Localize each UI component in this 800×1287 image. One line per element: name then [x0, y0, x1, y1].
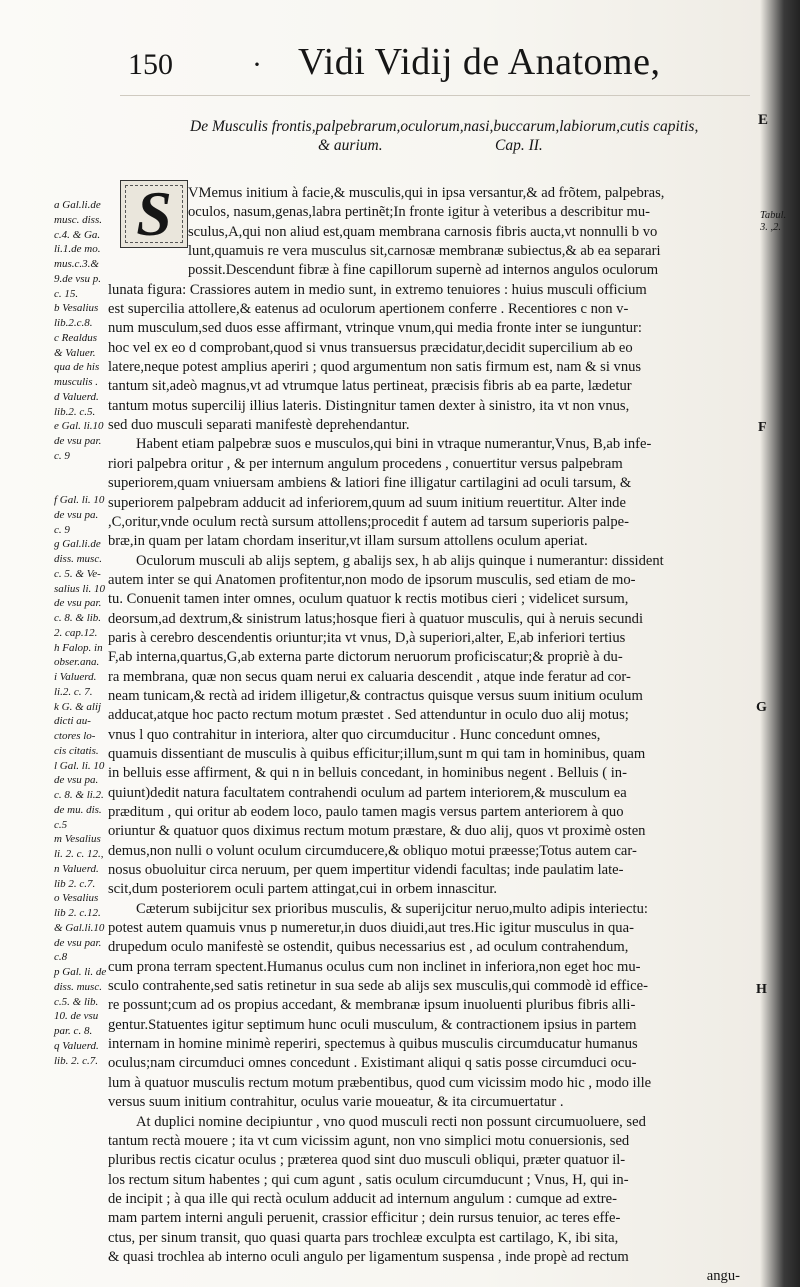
body-text: [108, 178, 760, 1287]
margin-note-line: lib.2. c.5.: [54, 405, 96, 418]
text-line: superiorem,quam vniuersam ambiens & latiori fine illigatur cartilagini ad oculi tarsum, &: [108, 475, 632, 492]
chapter-number: Cap. II.: [495, 137, 543, 154]
margin-note-line: musculis .: [54, 376, 98, 388]
text-line: VMemus initium à facie,& musculis,qui in ipsa versantur,& ad frõtem, palpebras,: [188, 185, 665, 201]
signature-mark: E: [758, 112, 769, 128]
margin-note-line: f Gal. li. 10: [54, 494, 105, 506]
margin-note-line: lib. 2. c.7.: [54, 1054, 98, 1067]
text-line: bræ,in quam per latam chordam inseritur,vt illam sursum attollens oculum aperiat.: [108, 533, 588, 550]
chapter-heading-continued: & aurium.: [318, 137, 383, 154]
right-margin-table-ref: [760, 210, 786, 234]
text-line: oriuntur & quatuor quos diximus rectum motum præstare, & duo alij, quos vt proximè osten: [108, 823, 646, 840]
margin-note-line: c. 9: [54, 449, 70, 462]
text-line: drupedum oculo manifestè se ostendit, quibus necessarius est , ad oculum contrahendum,: [108, 939, 629, 956]
text-line: de incipit ; à qua ille qui rectà oculum adducit ad internum angulum : cumque ad extre-: [108, 1190, 617, 1207]
margin-note-line: diss. musc.: [54, 553, 102, 565]
text-line: sculo contrahente,sed satis retinetur in sua sede ab alijs sex musculis,qui commodè id effice-: [108, 978, 648, 995]
header-rule: [120, 95, 750, 96]
margin-letter-h: H: [756, 982, 767, 997]
text-line: tu. Conuenit tamen inter omnes, oculum quatuor k rectis motibus cieri ; videlicet sursum,: [108, 591, 629, 608]
text-line: possit.Descendunt fibræ à fine capillorum supernè ad internos angulos oculorum: [188, 262, 659, 279]
text-line: pluribus rectis cicatur oculus ; præterea quod sint duo musculi obliqui, præter quatuor il-: [108, 1152, 626, 1169]
margin-note-line: cis citatis.: [54, 744, 99, 757]
header-dot: ·: [252, 48, 262, 81]
margin-note-line: lib 2. c.12.: [54, 907, 101, 919]
text-line: riori palpebra oritur , & per internum angulum procedens , conuertitur versus palpebram: [108, 455, 623, 472]
text-line: quiunt)dedit natura facultatem contrahendi oculum ad partem interiorem,& musculum ea: [108, 784, 627, 801]
text-line: potest autem quamuis vnus p numeretur,in duos diuidi,aut tres.Hic igitur musculus in qua-: [108, 920, 634, 937]
margin-note-line: o Vesalius: [54, 892, 99, 905]
text-line: Habent etiam palpebræ suos e musculos,qui bini in vtraque numerantur,Vnus, B,ab infe-: [136, 436, 652, 453]
text-line: los rectum situm habentes ; qui cum agunt , satis oculum circumducunt ; Vnus, H, qui in-: [108, 1171, 629, 1188]
text-line: tantum sit,adeò magnus,vt ad vtrumque latus pertineat, præcisis fibris ab ea parte, lædetur: [108, 378, 632, 395]
text-line: in belluis esse affirment, & qui n in belluis concedant, in hominibus negent . Belluis ( in-: [108, 765, 627, 782]
margin-note-line: [54, 464, 116, 479]
text-line: tantum rectà mouere ; ita vt cum vicissim agunt, non vno simplici motu conuersionis, sed: [108, 1132, 630, 1149]
margin-note-line: c.8: [54, 951, 68, 964]
text-line: tantum motus supercilij illius lateris. Distingnitur tamen dexter à sinistro, ita vt non vnus,: [108, 397, 630, 414]
margin-note-line: musc. diss.: [54, 213, 102, 226]
margin-note-line: [54, 478, 116, 493]
text-line: ra membrana, quæ non secus quam nerui ex caluaria descendit , atque inde feratur ad cor-: [108, 668, 631, 685]
text-line: lunt,quamuis re vera musculus sit,carnosæ membranæ subiectus,& ab ea separari: [188, 243, 661, 260]
margin-note-line: & Gal.li.10: [54, 921, 105, 934]
margin-note-line: de vsu par.: [54, 936, 102, 949]
text-line: lunata figura: Crassiores autem in medio sunt, in extremo tenuiores : huius musculi officium: [108, 281, 647, 298]
margin-note-line: k G. & alij: [54, 700, 102, 713]
margin-note-line: l Gal. li. 10: [54, 759, 105, 772]
text-line: adducat,atque hoc pacto rectum motum præstet . Sed attenduntur in oculo duo alij motus;: [108, 707, 629, 724]
text-line: sed duo musculi separati manifestè deprehendantur.: [108, 417, 410, 434]
text-line: versus suum initium contrahitur, oculus varie moueatur, & ita circumuertatur .: [108, 1094, 564, 1111]
margin-note-line: de vsu par.: [54, 597, 102, 610]
text-line: autem inter se qui Anatomen profitentur,non modo de ipsorum musculis, sed etiam de mo-: [108, 571, 636, 588]
margin-note-line: de vsu pa.: [54, 774, 99, 787]
margin-note-line: m Vesalius: [54, 833, 101, 846]
margin-note-line: de vsu par.: [54, 435, 102, 447]
margin-note-line: de mu. dis.: [54, 803, 102, 816]
margin-note-line: c. 8. & li.2.: [54, 789, 104, 801]
text-line: est supercilia attollere,& eatenus ad oculorum apertionem conferre . Recentiores c non v-: [108, 301, 629, 318]
text-line: ctus, per sinum transit, quo quasi quarta pars trochleæ exculpta est cartilago, K, ibi sita,: [108, 1229, 619, 1246]
tabul-number: 3. ,2.: [760, 222, 781, 233]
text-line: præditum , qui oritur ab eodem loco, paulo tamen magis versus partem anteriorem à quo: [108, 804, 624, 820]
margin-note-line: li.2. c. 7.: [54, 685, 93, 698]
text-line: hoc vel ex eo d comprobant,quod si vnus transuersus præcidatur,decidit supercilium ab eo: [108, 339, 633, 356]
text-line: nosus obuoluitur circa neruum, per quem impertitur videndi facultas; inde paulatim late-: [108, 862, 624, 879]
margin-note-line: lib.2.c.8.: [54, 317, 93, 329]
margin-note-line: h Falop. in: [54, 641, 103, 654]
chapter-heading: De Musculis frontis,palpebrarum,oculorum,nasi,buccarum,labiorum,cutis capitis,: [190, 118, 699, 135]
text-line: deorsum,ad dextrum,& sinistrum latus;hosque fieri à quatuor musculis, qui à neruis secundi: [108, 610, 644, 627]
text-line: latere,neque potest amplius aperiri ; quod argumentum non satis firmum est, nam & si vnus: [108, 359, 642, 376]
margin-note-line: par. c. 8.: [54, 1025, 93, 1037]
margin-note-line: p Gal. li. de: [54, 966, 107, 978]
text-line: ,C,oritur,vnde oculum rectà sursum attollens;procedit f autem ad tarsum superioris palpe-: [108, 513, 629, 530]
left-margin-notes: [54, 198, 116, 1068]
text-line: demus,non nulli o volunt oculum circumducere,& obliquo motui præesse;Totus autem car-: [108, 842, 637, 859]
text-line: F,ab interna,quartus,G,ab externa parte dictorum neruorum proficiscatur;& propriè à du-: [108, 649, 623, 666]
margin-note-line: li. 2. c. 12.,: [54, 848, 104, 860]
margin-note-line: n Valuerd.: [54, 862, 99, 875]
margin-note-line: c. 9: [54, 523, 70, 536]
text-line: paris à cerebro descendentis oriuntur;ita vt vnus, D,à superiori,alter, E,ab inferiori tertius: [108, 629, 626, 646]
margin-note-line: c.4. & Ga.: [54, 228, 101, 241]
text-line: vnus l quo contrahitur in interiora, alter quo circumducitur . Hunc concedunt omnes,: [108, 726, 601, 743]
margin-note-line: dicti au-: [54, 715, 91, 728]
margin-note-line: q Valuerd.: [54, 1039, 99, 1052]
text-line: Cæterum subijcitur sex prioribus musculis, & superijcitur neruo,multo adipis interiectu:: [136, 900, 648, 917]
text-line: superiorem palpebram adducit ad inferiorem,quum ad suum initium reuertitur. Alter inde: [108, 494, 626, 511]
text-line: oculus;nam circumduci omnes concedunt . Existimant aliqui q satis posse circumduci ocu-: [108, 1055, 637, 1072]
margin-note-line: obser.ana.: [54, 656, 100, 669]
running-title: Vidi Vidij de Anatome,: [298, 41, 661, 83]
text-line: Oculorum musculi ab alijs septem, g abalijs sex, h ab alijs quinque i numerantur: dissident: [136, 552, 664, 569]
text-line: cum prona terram spectent.Humanus oculus cum non inclinet in inferiora,non eget hoc mu-: [108, 958, 641, 975]
text-line: quamuis dissentiant de musculis à quibus efficitur;illum,sunt m qui tam in hominibus, quam: [108, 745, 646, 762]
margin-letter-f: F: [758, 420, 767, 435]
margin-note-line: g Gal.li.de: [54, 538, 101, 551]
text-line: & quasi trochlea ab interno oculi angulo per ligamentum suspensa , inde propè ad rectum: [108, 1248, 629, 1265]
margin-note-line: salius li. 10: [54, 582, 106, 595]
margin-note-line: c.5: [54, 818, 68, 831]
text-line: gentur.Statuentes igitur septimum hunc oculi musculum, & contractionem ipsius in partem: [108, 1016, 637, 1033]
margin-note-line: c. 5. & Ve-: [54, 567, 101, 580]
tabul-label: Tabul.: [760, 210, 787, 221]
margin-note-line: 9.de vsu p.: [54, 272, 102, 285]
margin-note-line: c. 8. & lib.: [54, 612, 102, 624]
initial-letter: S: [136, 178, 172, 249]
margin-note-line: mus.c.3.&: [54, 258, 99, 270]
text-line: oculos, nasum,genas,labra pertinẽt;In fronte igitur à veteribus a describitur mu-: [188, 204, 650, 221]
margin-note-line: b Vesalius: [54, 302, 99, 315]
margin-note-line: 2. cap.12.: [54, 626, 98, 639]
text-line: scit,dum posteriorem oculi partem attingat,cui in orbem innascitur.: [108, 881, 498, 898]
margin-note-line: i Valuerd.: [54, 671, 97, 683]
margin-note-line: c. 15.: [54, 287, 79, 300]
text-line: num musculum,sed duos esse affirmant, vtrinque vnum,qui media fronte inter se iunguntur:: [108, 320, 642, 337]
text-line: re possunt;cum ad os propius accedant, & membranæ ipsum inuoluenti pluribus fibris alli-: [108, 997, 636, 1014]
text-line: mam partem interni anguli peruenit, crassior efficitur ; dein rursus tenuior, ac teres effe-: [108, 1210, 621, 1227]
margin-letter-g: G: [756, 700, 767, 715]
margin-note-line: lib 2. c.7.: [54, 877, 96, 890]
text-line: lum à quatuor musculis rectum motum præbentibus, quod cum vicissim modo hic , modo ille: [108, 1074, 652, 1091]
text-line: sculus,A,qui non aliud est,quam membrana carnosis fibris aucta,vt nonnulli b vo: [188, 223, 658, 240]
text-line: angu-: [706, 1268, 740, 1285]
margin-note-line: de vsu pa.: [54, 508, 99, 521]
margin-note-line: a Gal.li.de: [54, 199, 101, 211]
text-line: internam in homine minimè reperiri, spectemus à quibus musculis circumducatur humanus: [108, 1036, 638, 1053]
page-number: 150: [128, 48, 173, 81]
text-line: neam tunicam,& rectà ad iridem illigetur,& contractus quisque versus suum initium oculum: [108, 687, 643, 704]
margin-note-line: 10. de vsu: [54, 1010, 99, 1023]
margin-note-line: ctores lo-: [54, 730, 96, 742]
margin-note-line: & Valuer.: [54, 346, 96, 359]
margin-note-line: li.1.de mo.: [54, 243, 101, 256]
margin-note-line: c Realdus: [54, 331, 98, 344]
margin-note-line: d Valuerd.: [54, 390, 99, 403]
margin-note-line: qua de his: [54, 361, 100, 374]
margin-note-line: diss. musc.: [54, 980, 102, 993]
margin-note-line: c.5. & lib.: [54, 995, 99, 1008]
margin-note-line: e Gal. li.10: [54, 420, 104, 433]
text-line: At duplici nomine decipiuntur , vno quod musculi recti non possunt circumuoluere, sed: [136, 1113, 646, 1130]
